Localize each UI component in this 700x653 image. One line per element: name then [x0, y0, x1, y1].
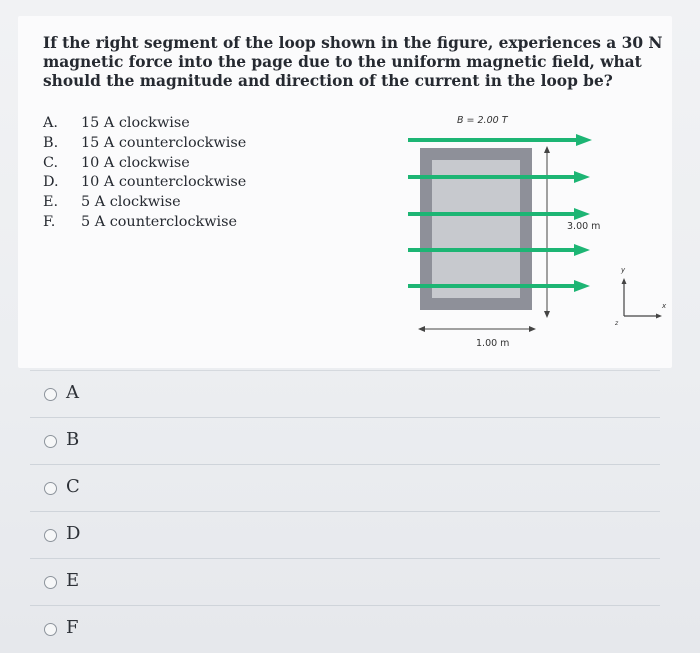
height-arrow-up	[544, 146, 550, 153]
answer-option-f[interactable]	[30, 605, 660, 652]
answer-options	[30, 370, 660, 652]
choice-b	[43, 134, 373, 154]
y-axis-arrowhead	[622, 278, 627, 284]
answer-option-a[interactable]	[30, 370, 660, 417]
width-arrow-left	[418, 326, 425, 332]
height-label: 3.00 m	[567, 221, 601, 232]
axis-y-label: y	[621, 266, 626, 274]
question-card	[18, 16, 672, 368]
width-arrow-right	[529, 326, 536, 332]
answer-option-d[interactable]	[30, 511, 660, 558]
field-arrowhead	[576, 134, 592, 146]
field-arrowhead	[574, 280, 590, 292]
choice-text: 10 A clockwise	[81, 154, 190, 171]
answer-label: B	[66, 429, 80, 450]
answer-label: F	[66, 617, 79, 638]
choice-letter: E.	[43, 194, 59, 211]
answer-label: C	[66, 476, 80, 497]
radio-button[interactable]	[44, 623, 57, 636]
choice-text: 5 A counterclockwise	[81, 213, 238, 230]
answer-label: E	[66, 570, 80, 591]
field-arrowhead	[574, 171, 590, 183]
loop-diagram	[386, 102, 676, 342]
axis-z-label: z	[615, 320, 619, 327]
choice-text: 15 A clockwise	[81, 115, 190, 131]
answer-label: A	[66, 382, 79, 403]
choice-letter: B.	[43, 134, 59, 151]
answer-label: D	[66, 523, 81, 544]
loop-interior	[432, 160, 520, 298]
axis-indicator	[622, 278, 663, 319]
radio-button[interactable]	[44, 529, 57, 542]
choice-text: 5 A clockwise	[81, 194, 181, 211]
choice-letter: F.	[43, 213, 56, 230]
choice-text: 15 A counterclockwise	[81, 134, 247, 151]
field-arrowhead	[574, 208, 590, 220]
choice-a	[43, 114, 373, 134]
choice-letter: A.	[43, 115, 58, 131]
choice-e	[43, 193, 373, 213]
choice-letter: C.	[43, 154, 59, 171]
answer-option-b[interactable]	[30, 417, 660, 464]
choice-list	[43, 114, 373, 233]
choice-f	[43, 213, 373, 233]
field-label: B = 2.00 T	[457, 115, 508, 126]
width-label: 1.00 m	[476, 338, 510, 349]
choice-c	[43, 154, 373, 174]
axis-x-label: x	[662, 302, 667, 310]
loop-figure	[386, 102, 676, 349]
field-arrowhead	[574, 244, 590, 256]
radio-button[interactable]	[44, 435, 57, 448]
question-text: If the right segment of the loop shown in the figure, experiences a 30 N magnetic force into the page due to the uniform magnetic field, what should the magnitude and direction of the current in the loop be?	[43, 34, 663, 90]
radio-button[interactable]	[44, 482, 57, 495]
radio-button[interactable]	[44, 388, 57, 401]
answer-option-e[interactable]	[30, 558, 660, 605]
x-axis-arrowhead	[656, 314, 662, 319]
choice-text: 10 A counterclockwise	[81, 174, 247, 191]
choice-letter: D.	[43, 174, 59, 191]
answer-option-c[interactable]	[30, 464, 660, 511]
height-arrow-down	[544, 311, 550, 318]
choice-d	[43, 173, 373, 193]
radio-button[interactable]	[44, 576, 57, 589]
